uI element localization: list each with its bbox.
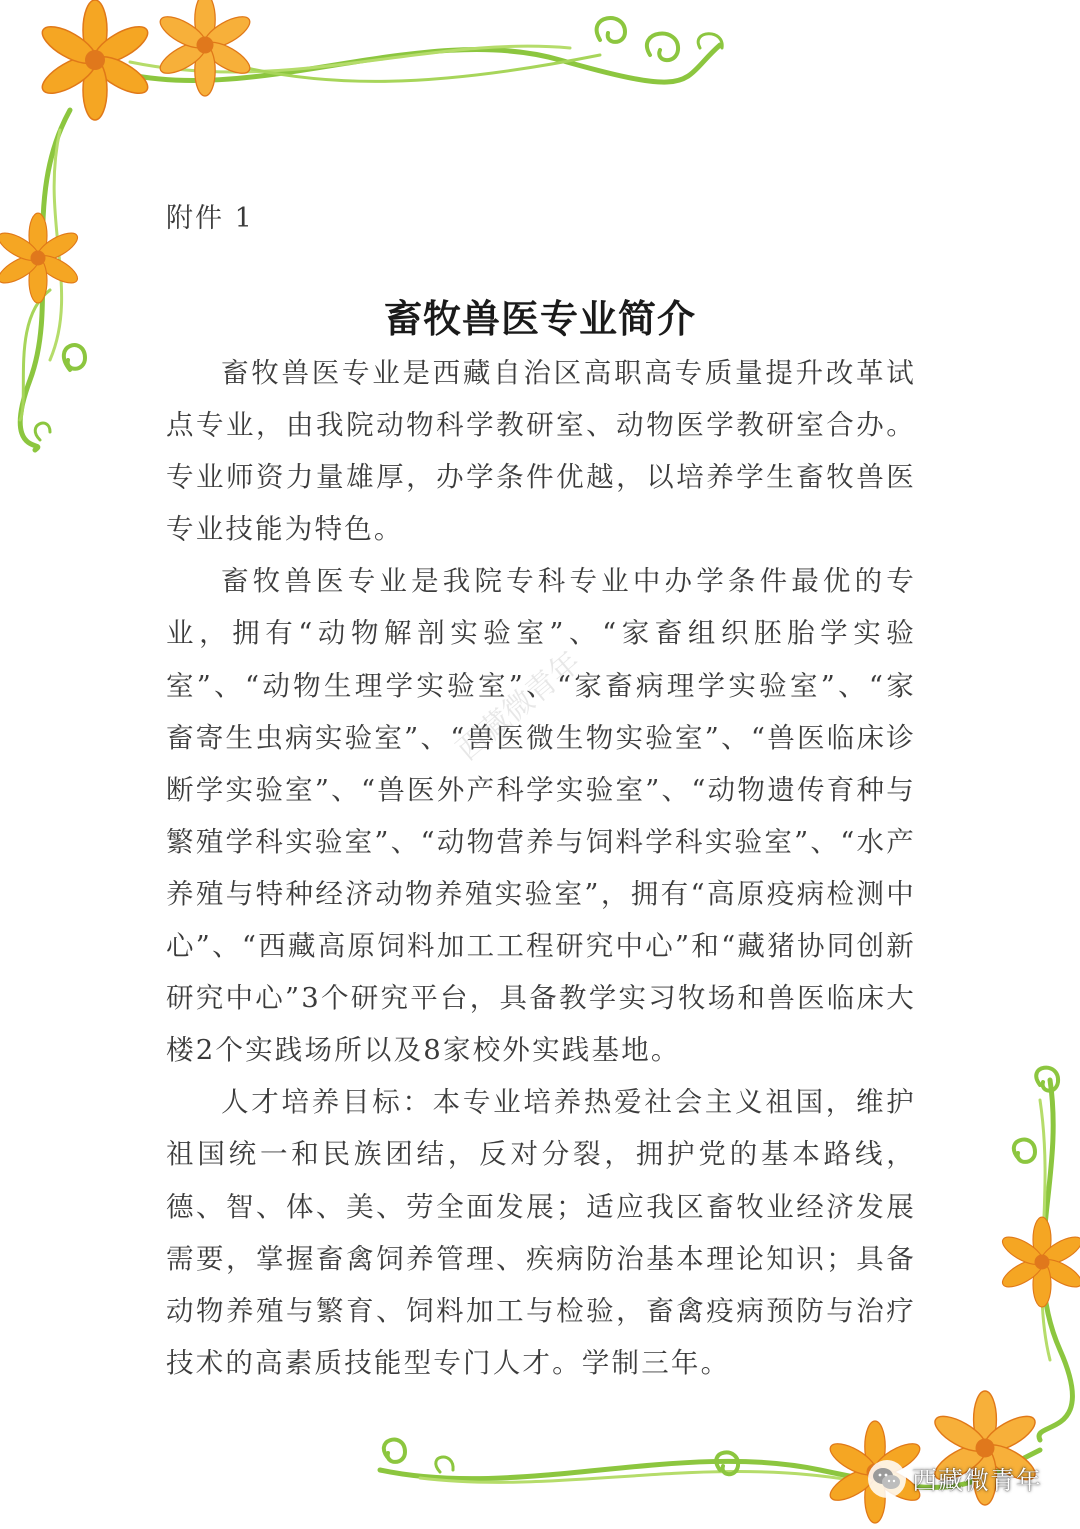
page-title: 畜牧兽医专业简介 <box>383 297 696 341</box>
brand-tag <box>868 1460 1042 1498</box>
paragraph-training-goals: 人才培养目标：本专业培养热爱社会主义祖国，维护祖国统一和民族团结，反对分裂，拥护党的基本路线，德、智、体、美、劳全面发展；适应我区畜牧业经济发展需要，掌握畜禽饲养管理、疾病防治基本理论知识；具备动物养殖与繁育、饲料加工与检验，畜禽疫病预防与治疗技术的高素质技能型专门人才。学制三年。 <box>166 1086 916 1379</box>
document-body <box>166 347 916 1389</box>
watermark: 西藏微青年 <box>450 644 588 768</box>
paragraph-facilities: 畜牧兽医专业是我院专科专业中办学条件最优的专业，拥有“动物解剖实验室”、“家畜组织胚胎学实验室”、“动物生理学实验室”、“家畜病理学实验室”、“家畜寄生虫病实验室”、“兽医微生物实验室”、“兽医临床诊断学实验室”、“兽医外产科学实验室”、“动物遗传育种与繁殖学科实验室”、“动物营养与饲料学科实验室”、“水产养殖与特种经济动物养殖实验室”，拥有“高原疫病检测中心”、“西藏高原饲料加工工程研究中心”和“藏猪协同创新研究中心”3个研究平台，具备教学实习牧场和兽医临床大楼2个实践场所以及8家校外实践基地。 <box>166 565 916 1067</box>
attachment-label: 附件 1 <box>166 203 254 234</box>
wechat-icon <box>868 1460 906 1498</box>
brand-name: 西藏微青年 <box>912 1466 1043 1495</box>
paragraph-intro: 畜牧兽医专业是西藏自治区高职高专质量提升改革试点专业，由我院动物科学教研室、动物医学教研室合办。专业师资力量雄厚，办学条件优越，以培养学生畜牧兽医专业技能为特色。 <box>166 357 916 546</box>
